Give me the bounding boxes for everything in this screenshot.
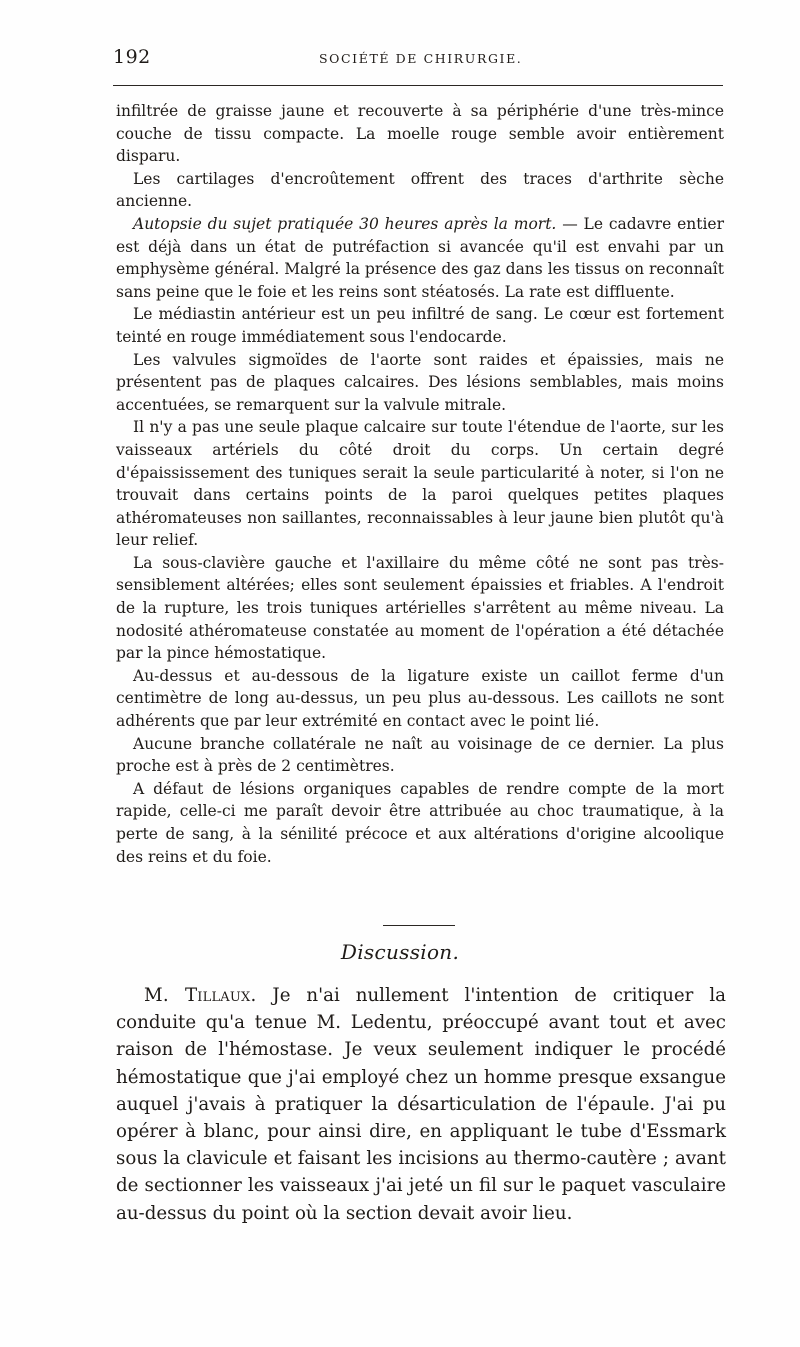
speaker-prefix: M.: [144, 985, 185, 1006]
paragraph-text: Il n'y a pas une seule plaque calcaire sur toute l'étendue de l'aorte, sur les vaisseaux artériels du côté droit du corps. Un certain degré d'épaississement des tuniques serait la seule particularité à noter, si l'on ne trouvait dans certains points de la paroi quelques petites plaques athéromateuses non saillantes, reconnaissables à leur jaune bien plutôt qu'à leur relief.: [116, 418, 724, 550]
speaker-suffix: .: [250, 985, 257, 1006]
paragraph-text: Les cartilages d'encroûtement offrent des traces d'arthrite sèche ancienne.: [116, 169, 724, 211]
discussion-heading: Discussion.: [340, 940, 460, 964]
speaker-name: Tillaux: [184, 985, 251, 1006]
journal-title: SOCIÉTÉ DE CHIRURGIE.: [319, 51, 523, 66]
paragraph: [116, 778, 724, 868]
paragraph: [116, 416, 724, 552]
paragraph: [116, 733, 724, 778]
paragraph: [116, 100, 724, 168]
paragraph-text: Le médiastin antérieur est un peu infiltré de sang. Le cœur est fortement teinté en rouge immédiatement sous l'endocarde.: [116, 305, 724, 346]
paragraph-text: infiltrée de graisse jaune et recouverte à sa périphérie d'une très-mince couche de tissu compacte. La moelle rouge semble avoir entièrement disparu.: [116, 102, 724, 166]
autopsy-paragraph: [116, 213, 724, 303]
paragraph: [116, 665, 724, 733]
body-text: [116, 100, 724, 868]
paragraph: [116, 168, 724, 213]
paragraph-text: La sous-clavière gauche et l'axillaire du même côté ne sont pas très-sensiblement altérées; elles sont seulement épaissies et friables. A l'endroit de la rupture, les trois tuniques artérielles s'arrêtent au même niveau. La nodosité athéromateuse constatée au moment de l'opération a été détachée par la pince hémostatique.: [116, 553, 724, 663]
header-rule: [113, 85, 723, 86]
autopsy-heading: Autopsie du sujet pratiquée 30 heures après la mort.: [133, 214, 557, 233]
paragraph: [116, 552, 724, 665]
paragraph-text: Au-dessus et au-dessous de la ligature existe un caillot ferme d'un centimètre de long au-dessus, un peu plus au-dessous. Les caillots ne sont adhérents que par leur extrémité en contact avec le point lié.: [116, 666, 724, 731]
paragraph-text: Aucune branche collatérale ne naît au voisinage de ce dernier. La plus proche est à près de 2 centimètres.: [116, 734, 724, 776]
speaker: [144, 985, 256, 1006]
discussion-text: [116, 982, 726, 1227]
running-head: [113, 46, 723, 74]
paragraph-text: Les valvules sigmoïdes de l'aorte sont raides et épaissies, mais ne présentent pas de plaques calcaires. Des lésions semblables, mais moins accentuées, se remarquent sur la valvule mitrale.: [116, 350, 724, 414]
paragraph: [116, 349, 724, 417]
paragraph-text: Je n'ai nullement l'intention de critiquer la conduite qu'a tenue M. Ledentu, préoccupé avant tout et avec raison de l'hémostase. Je veux seulement indiquer le procédé hémostatique que j'ai employé chez un homme presque exsangue auquel j'avais à pratiquer la désarticulation de l'épaule. J'ai pu opérer à blanc, pour ainsi dire, en appliquant le tube d'Essmark sous la clavicule et faisant les incisions au thermo-cautère ; avant de sectionner les vaisseaux j'ai jeté un fil sur le paquet vasculaire au-dessus du point où la section devait avoir lieu.: [116, 985, 726, 1224]
paragraph-text: — Le cadavre entier est déjà dans un état de putréfaction si avancée qu'il est envahi par un emphysème général. Malgré la présence des gaz dans les tissus on reconnaît sans peine que le foie et les reins sont stéatosés. La rate est diffluente.: [116, 214, 725, 301]
paragraph: [116, 303, 724, 348]
discussion-paragraph: [116, 982, 726, 1227]
paragraph-text: A défaut de lésions organiques capables de rendre compte de la mort rapide, celle-ci me paraît devoir être attribuée au choc traumatique, à la perte de sang, à la sénilité précoce et aux altérations d'origine alcoolique des reins et du foie.: [116, 779, 724, 866]
section-divider: [383, 925, 455, 926]
page-number: 192: [113, 46, 151, 68]
